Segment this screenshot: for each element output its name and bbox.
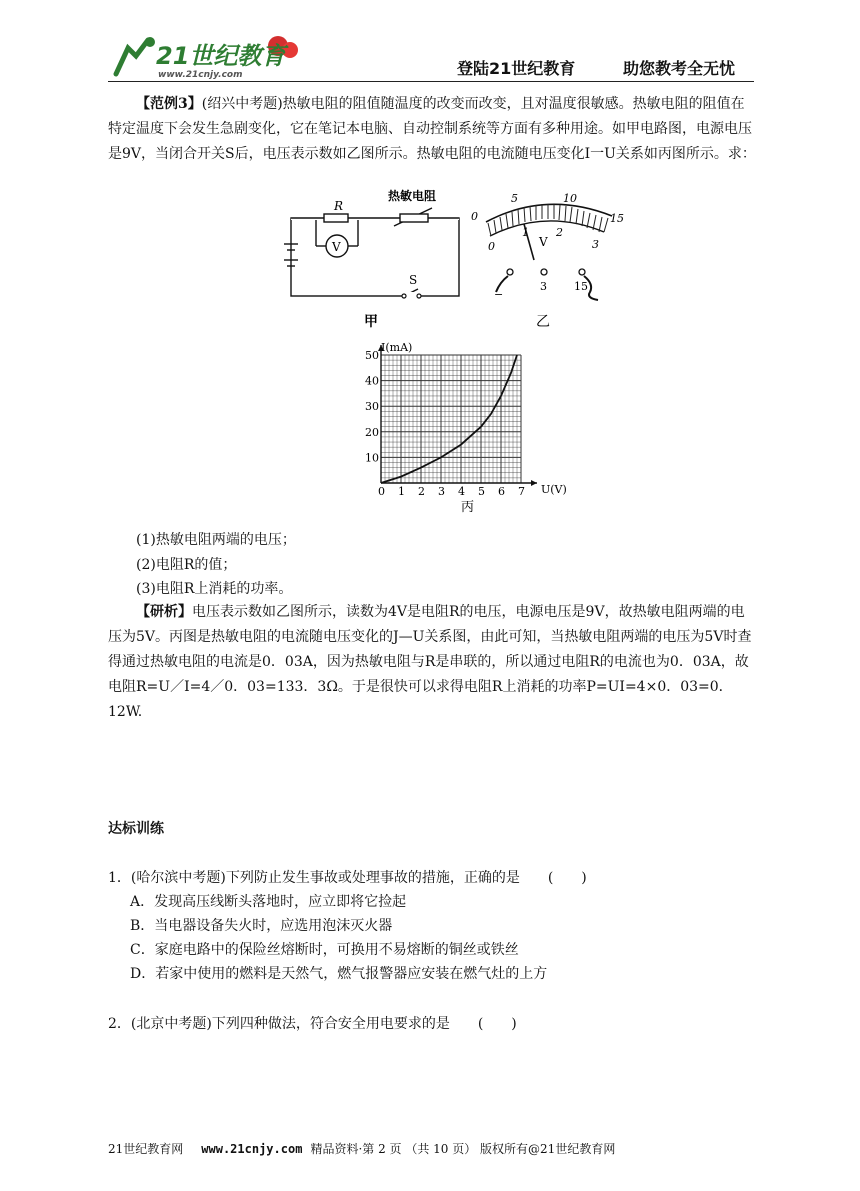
scale-outer-5: 5 <box>511 192 518 205</box>
scale-inner-0: 0 <box>488 240 495 253</box>
q1-stem: 1．(哈尔滨中考题)下列防止发生事故或处理事故的措施，正确的是 ( ) <box>108 870 587 886</box>
chart-svg <box>355 333 585 515</box>
x-tick-label: 6 <box>498 485 505 498</box>
meter-unit: V <box>539 235 548 249</box>
example-paragraph <box>108 92 756 167</box>
x-axis-arrow <box>531 480 537 486</box>
thermistor-label: 热敏电阻 <box>388 189 437 203</box>
q1-option-c: C．家庭电路中的保险丝熔断时，可换用不易熔断的铜丝或铁丝 <box>130 942 519 958</box>
page-footer <box>108 1140 758 1157</box>
terminal-neg: − <box>494 288 504 301</box>
x-tick-label: 5 <box>478 485 485 498</box>
resistor-label: R <box>334 199 344 213</box>
x-tick-label: 1 <box>398 485 405 498</box>
slogan-left: 登陆21世纪教育 <box>457 59 576 78</box>
x-tick-label: 2 <box>418 485 425 498</box>
y-tick-label: 10 <box>365 451 379 465</box>
y-tick-label: 40 <box>365 374 379 388</box>
x-tick-label: 3 <box>438 485 445 498</box>
scale-inner-2: 2 <box>556 226 563 239</box>
question-2: (2)电阻R的值； <box>136 557 237 573</box>
figure-yi-caption: 乙 <box>536 314 550 330</box>
scale-inner-1: 1 <box>522 226 529 239</box>
example-text: (绍兴中考题)热敏电阻的阻值随温度的改变而改变，且对温度很敏感。热敏电阻的阻值在特定温度下会发生急剧变化，它在笔记本电脑、自动控制系统等方面有多种用途。如甲电路图，电源电压是9V，当闭合开关S后，电压表示数如乙图所示。热敏电阻的电流随电压变化I一U关系如丙图所示。求： <box>108 96 756 162</box>
q1-option-d: D．若家中使用的燃料是天然气，燃气报警器应安装在燃气灶的上方 <box>130 966 548 982</box>
thermistor <box>400 214 428 222</box>
logo-url: www.21cnjy.com <box>158 70 243 80</box>
question-1: (1)热敏电阻两端的电压； <box>136 532 296 548</box>
analysis-paragraph <box>108 600 756 725</box>
slogan-right: 助您教考全无忧 <box>623 59 736 78</box>
y-tick-label: 30 <box>365 400 379 414</box>
section-title: 达标训练 <box>108 821 164 837</box>
q1-option-a: A．发现高压线断头落地时，应立即将它捡起 <box>130 894 407 910</box>
figure-bing-caption: 丙 <box>461 500 475 515</box>
switch-label: S <box>409 273 418 287</box>
terminal-15: 15 <box>574 280 588 293</box>
figure-jia-caption: 甲 <box>364 314 378 330</box>
x-tick-label: 7 <box>518 485 525 498</box>
analysis-text: 电压表示数如乙图所示，读数为4V是电阻R的电压，电源电压是9V，故热敏电阻两端的电压为5V。丙图是热敏电阻的电流随电压变化的J—U关系图，由此可知，当热敏电阻两端的电压为5V时查得通过热敏电阻的电流是0．03A，因为热敏电阻与R是串联的，所以通过电阻R的电流也为0．03A，故电阻R=U／I=4／0．03=133．3Ω。于是很快可以求得电阻R上消耗的功率P=UI=4×0．03=0．12W. <box>108 604 752 720</box>
footer-left: 21世纪教育网 <box>108 1142 184 1156</box>
voltmeter-label: V <box>332 240 341 254</box>
y-tick-label: 20 <box>365 425 379 439</box>
example-label: 【范例3】 <box>136 96 202 112</box>
y-axis-label: I(mA) <box>381 341 413 354</box>
scale-outer-0: 0 <box>471 210 478 223</box>
y-tick-label: 50 <box>365 349 379 362</box>
q1-option-b: B．当电器设备失火时，应选用泡沫灭火器 <box>130 918 393 934</box>
logo-text: 21世纪教育 <box>156 42 286 70</box>
circuit-diagram-jia <box>276 186 466 336</box>
x-tick-label: 4 <box>458 485 465 498</box>
question-3: (3)电阻R上消耗的功率。 <box>136 581 293 597</box>
analysis-label: 【研析】 <box>136 604 192 620</box>
scale-outer-15: 15 <box>610 212 624 225</box>
footer-site-link[interactable]: www.21cnjy.com <box>201 1142 303 1156</box>
terminal-3: 3 <box>540 280 547 293</box>
scale-inner-3: 3 <box>592 238 599 251</box>
scale-outer-10: 10 <box>563 192 577 205</box>
x-axis-label: U(V) <box>541 483 567 496</box>
iu-chart-bing <box>355 333 585 515</box>
x-tick-label: 0 <box>378 485 385 498</box>
voltmeter-dial-yi <box>464 186 634 336</box>
footer-right: 精品资料·第 2 页 （共 10 页） 版权所有@21世纪教育网 <box>310 1142 616 1156</box>
header-divider <box>108 81 754 82</box>
q2-stem: 2．(北京中考题)下列四种做法，符合安全用电要求的是 ( ) <box>108 1016 517 1032</box>
resistor-r <box>324 214 348 222</box>
site-logo <box>108 34 308 80</box>
